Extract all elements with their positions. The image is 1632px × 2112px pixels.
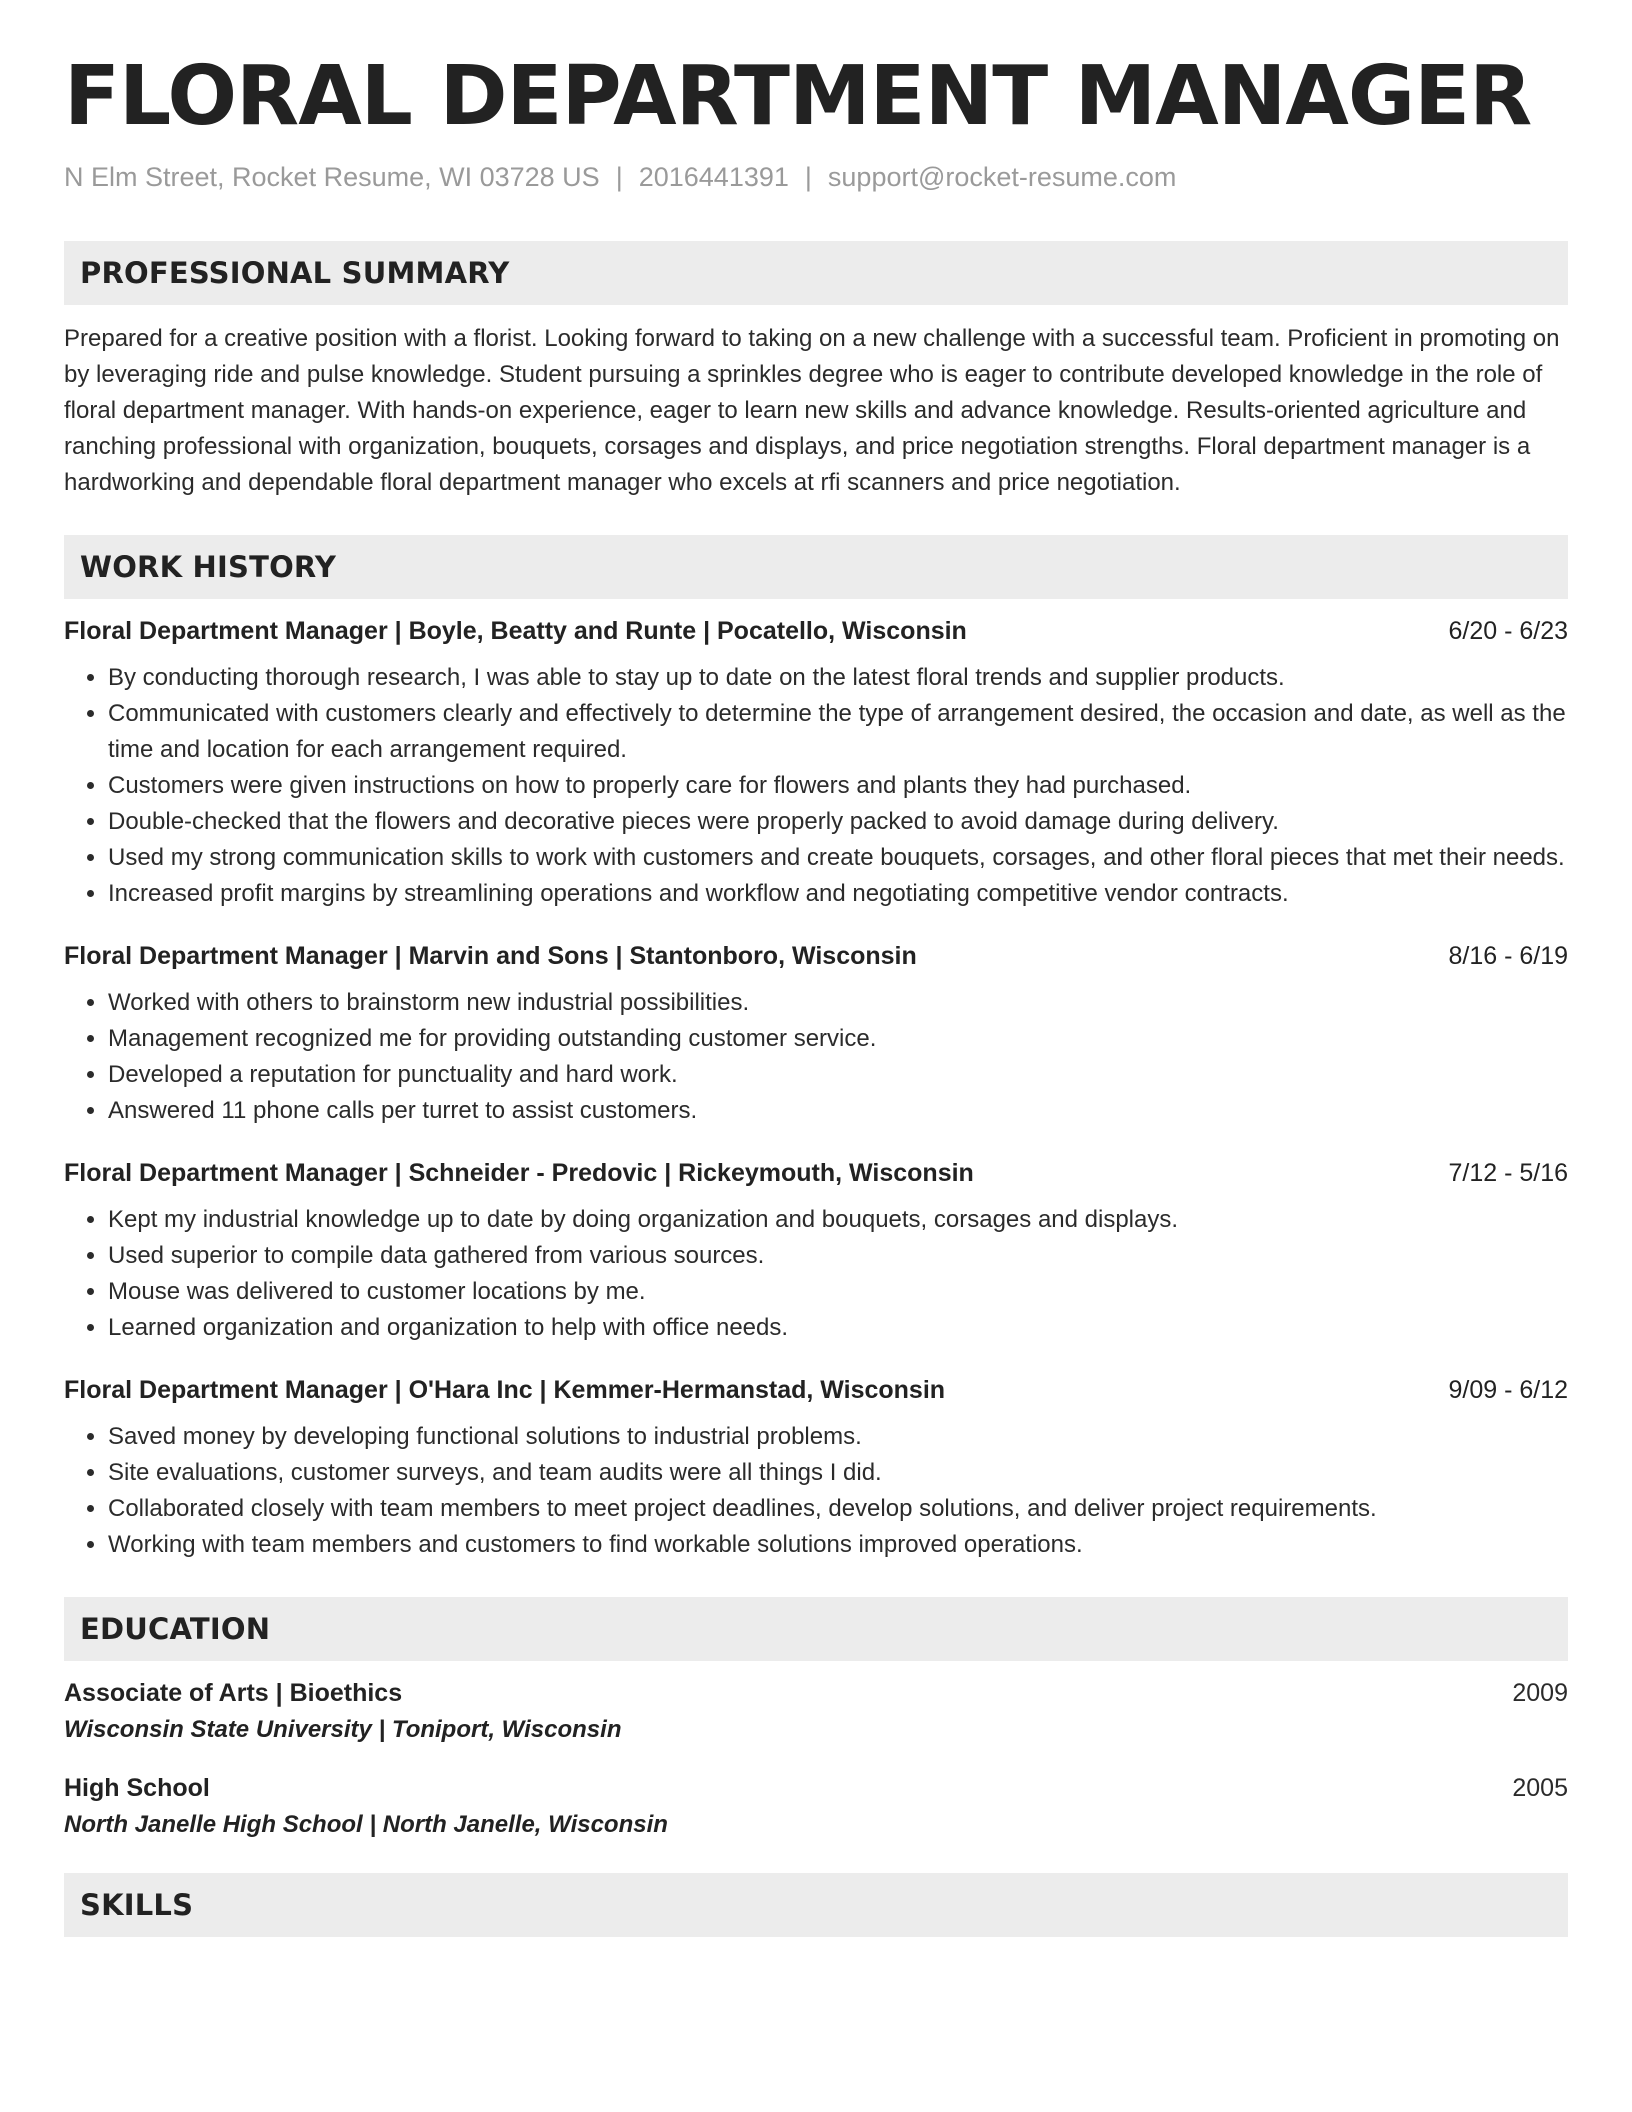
- contact-phone: 2016441391: [638, 162, 789, 193]
- job-bullet: • Developed a reputation for punctuality and hard work.: [108, 1057, 1568, 1093]
- education-school: North Janelle High School | North Janelle, Wisconsin: [64, 1811, 668, 1839]
- contact-address: N Elm Street, Rocket Resume, WI 03728 US: [64, 162, 600, 193]
- education-entry: [64, 1774, 1568, 1839]
- education-section-header: [64, 1597, 1568, 1661]
- job-bullet: • Collaborated closely with team members to meet project deadlines, develop solutions, and deliver project requirements.: [108, 1491, 1568, 1527]
- job-title: Floral Department Manager | Boyle, Beatty and Runte | Pocatello, Wisconsin: [64, 617, 967, 646]
- contact-email[interactable]: support@rocket-resume.com: [827, 162, 1177, 193]
- work-heading: WORK HISTORY: [80, 550, 337, 585]
- skills-heading: SKILLS: [80, 1888, 194, 1923]
- education-year: 2005: [1512, 1774, 1568, 1803]
- job-bullet: • Used my strong communication skills to work with customers and create bouquets, corsages, and other floral pieces that met their needs.: [108, 840, 1568, 876]
- resume-name: FLORAL DEPARTMENT MANAGER: [64, 49, 1532, 144]
- job-bullets: [64, 1202, 1568, 1346]
- job-title: Floral Department Manager | O'Hara Inc | Kemmer-Hermanstad, Wisconsin: [64, 1376, 946, 1405]
- education-entry: [64, 1679, 1568, 1744]
- job-entry: [64, 617, 1568, 912]
- contact-separator: |: [804, 162, 812, 193]
- summary-heading: PROFESSIONAL SUMMARY: [80, 256, 510, 291]
- education-year: 2009: [1512, 1679, 1568, 1708]
- job-entry: [64, 1376, 1568, 1563]
- job-bullet: • Increased profit margins by streamlining operations and workflow and negotiating competitive vendor contracts.: [108, 876, 1568, 912]
- education-school: Wisconsin State University | Toniport, Wisconsin: [64, 1716, 622, 1744]
- job-bullet: • Management recognized me for providing outstanding customer service.: [108, 1021, 1568, 1057]
- job-entry: [64, 1159, 1568, 1346]
- job-dates: 8/16 - 6/19: [1448, 942, 1568, 971]
- job-title: Floral Department Manager | Marvin and Sons | Stantonboro, Wisconsin: [64, 942, 917, 971]
- job-bullet: • Mouse was delivered to customer locations by me.: [108, 1274, 1568, 1310]
- job-bullet: • Communicated with customers clearly and effectively to determine the type of arrangement desired, the occasion and date, as well as the time and location for each arrangement required.: [108, 696, 1568, 768]
- job-bullet: • Customers were given instructions on how to properly care for flowers and plants they had purchased.: [108, 768, 1568, 804]
- job-bullets: [64, 1419, 1568, 1563]
- job-title: Floral Department Manager | Schneider - Predovic | Rickeymouth, Wisconsin: [64, 1159, 974, 1188]
- job-bullet: • By conducting thorough research, I was able to stay up to date on the latest floral trends and supplier products.: [108, 660, 1568, 696]
- job-bullet: • Kept my industrial knowledge up to date by doing organization and bouquets, corsages and displays.: [108, 1202, 1568, 1238]
- job-bullet: • Worked with others to brainstorm new industrial possibilities.: [108, 985, 1568, 1021]
- summary-section-header: [64, 241, 1568, 305]
- job-bullet: • Working with team members and customers to find workable solutions improved operations.: [108, 1527, 1568, 1563]
- job-bullet: • Used superior to compile data gathered from various sources.: [108, 1238, 1568, 1274]
- summary-text: Prepared for a creative position with a florist. Looking forward to taking on a new challenge with a successful team. Proficient in promoting on by leveraging ride and pulse knowledge. Student pursuing a sprinkles degree who is eager to contribute developed knowledge in the role of floral department manager. With hands-on experience, eager to learn new skills and advance knowledge. Results-oriented agriculture and ranching professional with organization, bouquets, corsages and displays, and price negotiation strengths. Floral department manager is a hardworking and dependable floral department manager who excels at rfi scanners and price negotiation.: [64, 325, 1560, 497]
- education-degree: High School: [64, 1774, 210, 1803]
- job-bullets: [64, 660, 1568, 912]
- skills-section-header: [64, 1873, 1568, 1937]
- contact-line: [64, 162, 1568, 193]
- job-dates: 7/12 - 5/16: [1448, 1159, 1568, 1188]
- job-bullets: [64, 985, 1568, 1129]
- education-heading: EDUCATION: [80, 1612, 271, 1647]
- education-degree: Associate of Arts | Bioethics: [64, 1679, 403, 1708]
- contact-separator: |: [615, 162, 623, 193]
- work-section-header: [64, 535, 1568, 599]
- job-bullet: • Double-checked that the flowers and decorative pieces were properly packed to avoid damage during delivery.: [108, 804, 1568, 840]
- job-dates: 9/09 - 6/12: [1448, 1376, 1568, 1405]
- job-bullet: • Site evaluations, customer surveys, and team audits were all things I did.: [108, 1455, 1568, 1491]
- job-bullet: • Answered 11 phone calls per turret to assist customers.: [108, 1093, 1568, 1129]
- job-dates: 6/20 - 6/23: [1448, 617, 1568, 646]
- job-bullet: • Learned organization and organization to help with office needs.: [108, 1310, 1568, 1346]
- job-entry: [64, 942, 1568, 1129]
- job-bullet: • Saved money by developing functional solutions to industrial problems.: [108, 1419, 1568, 1455]
